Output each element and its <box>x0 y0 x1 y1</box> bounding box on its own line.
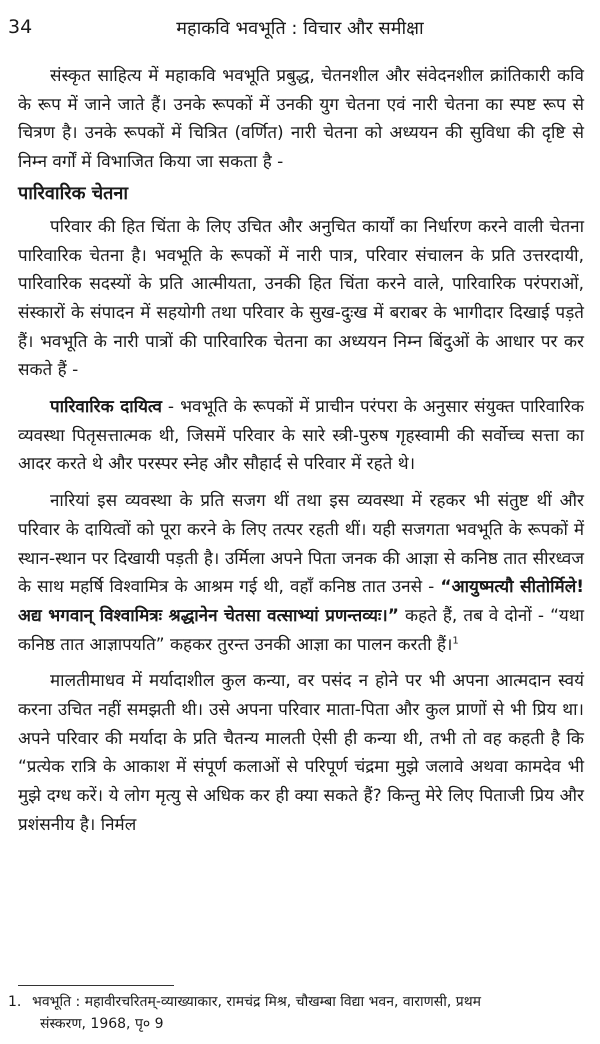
page-body <box>18 62 584 840</box>
paragraph-malati: मालतीमाधव में मर्यादाशील कुल कन्या, वर पसंद न होने पर भी अपना आत्मदान स्वयं करना उचित नहीं समझती थी। उसे अपना परिवार माता-पिता और कुल प्राणों से भी प्रिय था। अपने परिवार की मर्यादा के प्रति चैतन्य मालती ऐसी ही कन्या थी, तभी तो वह कहती है कि “प्रत्येक रात्रि के आकाश में संपूर्ण कलाओं से परिपूर्ण चंद्रमा मुझे जलावे अथवा कामदेव भी मुझे दग्ध करें। ये लोग मृत्यु से अधिक कर ही क्या सकते हैं? किन्तु मेरे लिए पिताजी प्रिय और प्रशंसनीय है। निर्मल <box>18 671 584 835</box>
paragraph-family-consciousness: परिवार की हित चिंता के लिए उचित और अनुचित कार्यों का निर्धारण करने वाली चेतना पारिवारिक चेतना है। भवभूति के रूपकों में नारी पात्र, परिवार संचालन के प्रति उत्तरदायी, पारिवारिक सदस्यों के प्रति आत्मीयता, उनकी हित चिंता करने वाले, पारिवारिक परंपराओं, संस्कारों के संपादन में सहयोगी तथा परिवार के सुख-दुःख में बराबर के भागीदार दिखाई पड़ते हैं। भवभूति के नारी पात्रों की पारिवारिक चेतना का अध्ययन निम्न बिंदुओं के आधार पर कर सकते हैं - <box>18 216 584 381</box>
running-title: महाकवि भवभूति : विचार और समीक्षा <box>176 18 424 39</box>
footnote-line-2: संस्करण, 1968, पृ० 9 <box>40 1016 164 1032</box>
sanskrit-quote: “आयुष्मत्यौ सीतोर्मिले! अद्य भगवान् विश्वामित्रः श्रद्धानेन चेतसा वत्साभ्यां प्रणन्तव्यः।” <box>18 577 584 626</box>
paragraph-intro: संस्कृत साहित्य में महाकवि भवभूति प्रबुद्ध, चेतनशील और संवेदनशील क्रांतिकारी कवि के रूप में जाने जाते हैं। उनके रूपकों में उनकी युग चेतना एवं नारी चेतना का स्पष्ट रूप से चित्रण है। उनके रूपकों में चित्रित (वर्णित) नारी चेतना को अध्ययन की सुविधा की दृष्टि से निम्न वर्गों में विभाजित किया जा सकता है - <box>18 66 584 173</box>
footnote-divider <box>18 985 174 986</box>
page-header <box>0 16 600 46</box>
paragraph-family-duty <box>18 393 584 479</box>
footnote-line-1 <box>8 991 584 1013</box>
paragraph-women-awareness <box>18 487 584 659</box>
family-duty-text: - भवभूति के रूपकों में प्राचीन परंपरा के अनुसार संयुक्त पारिवारिक व्यवस्था पितृसत्तात्मक थी, जिसमें परिवार के सारे स्त्री-पुरुष गृहस्वामी की सर्वोच्च सत्ता का आदर करते थे और परस्पर स्नेह और सौहार्द से परिवार में रहते थे। <box>18 397 584 475</box>
women-awareness-text-b: कहते हैं, तब वे दोनों - “यथा कनिष्ठ तात आज्ञापयति” कहकर तुरन्त उनकी आज्ञा का पालन करती हैं। <box>18 605 584 655</box>
page-number: 34 <box>8 16 33 38</box>
subheading-family-duty: पारिवारिक दायित्व <box>50 397 162 418</box>
footnote-text-1: भवभूति : महावीरचरितम्-व्याख्याकार, रामचंद्र मिश्र, चौखम्बा विद्या भवन, वाराणसी, प्रथम <box>32 994 482 1010</box>
footnote <box>8 991 584 1035</box>
footnote-ref: 1 <box>452 635 459 646</box>
footnote-number: 1. <box>8 994 22 1010</box>
women-awareness-text-a: नारियां इस व्यवस्था के प्रति सजग थीं तथा इस व्यवस्था में रहकर भी संतुष्ट थीं और परिवार के दायित्वों को पूरा करने के लिए तत्पर रहती थीं। यही सजगता भवभूति के रूपकों में स्थान-स्थान पर दिखायी पड़ती है। उर्मिला अपने पिता जनक की आज्ञा से कनिष्ठ तात सीरध्वज के साथ महर्षि विश्वामित्र के आश्रम गई थी, वहाँ कनिष्ठ तात उनसे - <box>18 491 584 598</box>
section-heading: पारिवारिक चेतना <box>18 182 129 204</box>
